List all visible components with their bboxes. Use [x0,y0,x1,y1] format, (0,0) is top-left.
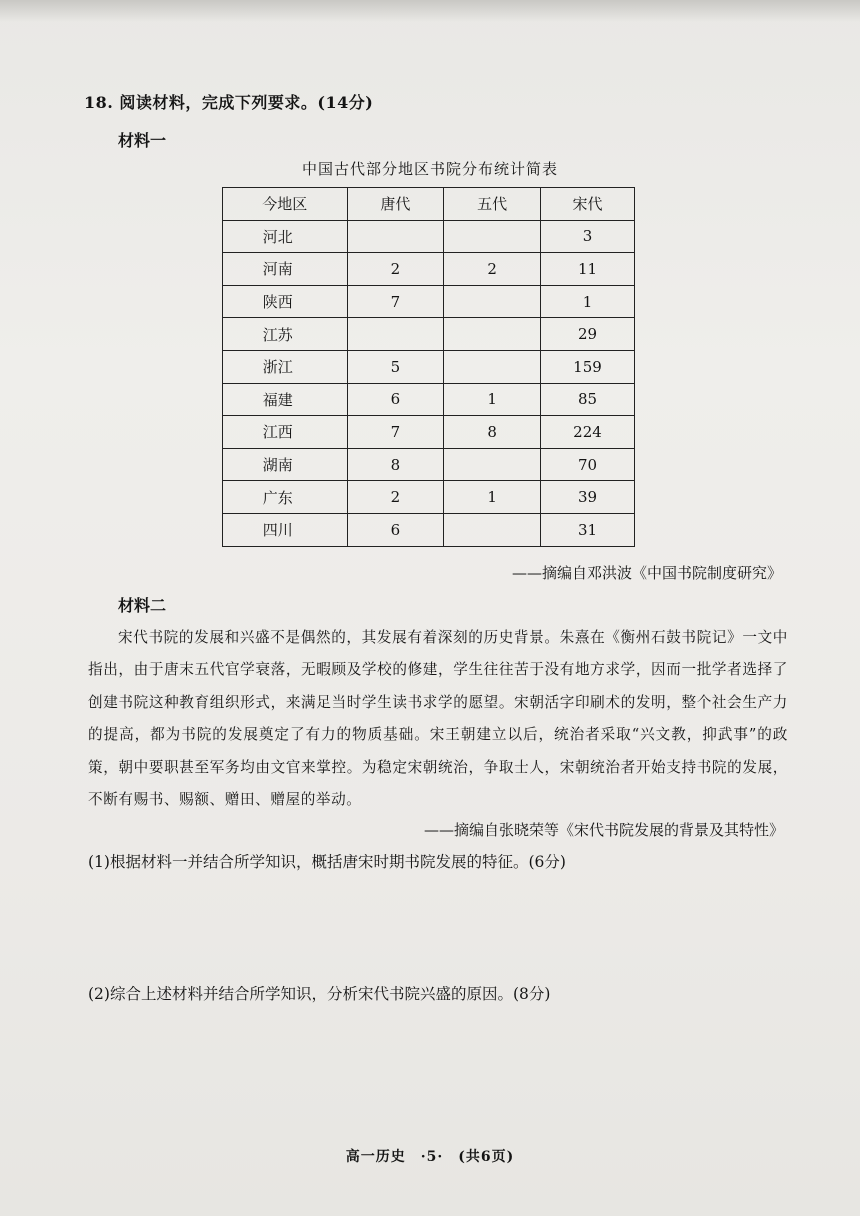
material1-label: 材料一 [118,131,167,150]
material1-source: ——摘编自邓洪波《中国书院制度研究》 [511,564,782,582]
wudai-cell [444,220,541,253]
page-edge-shadow [0,0,860,22]
wudai-cell [444,350,541,383]
table-row [223,253,635,286]
wudai-cell: 1 [444,481,541,514]
page-footer: 高一历史 ·5· (共6页) [345,1149,515,1165]
region-cell: 河南 [223,253,348,286]
table-row [223,481,635,514]
region-cell: 江苏 [223,318,348,351]
region-cell: 浙江 [223,350,348,383]
header-song: 宋代 [540,188,634,221]
wudai-cell [444,318,541,351]
wudai-cell [444,285,541,318]
region-cell: 广东 [223,481,348,514]
table-row [223,448,635,481]
table-row [223,383,635,416]
tang-cell: 2 [347,481,444,514]
wudai-cell: 1 [444,383,541,416]
tang-cell: 5 [347,350,444,383]
table-row [223,220,635,253]
region-cell: 湖南 [223,448,348,481]
song-cell: 29 [540,318,634,351]
wudai-cell [444,448,541,481]
tang-cell: 6 [347,513,444,546]
tang-cell [347,318,444,351]
wudai-cell [444,513,541,546]
header-wudai: 五代 [444,188,541,221]
tang-cell: 7 [347,285,444,318]
material2-paragraph: 宋代书院的发展和兴盛不是偶然的，其发展有着深刻的历史背景。朱熹在《衡州石鼓书院记》一文中指出，由于唐末五代官学衰落，无暇顾及学校的修建，学生往往苦于没有地方求学，因而一批学者选择了创建书院这种教育组织形式，来满足当时学生读书求学的愿望。宋朝活字印刷术的发明，整个社会生产力的提高，都为书院的发展奠定了有力的物质基础。宋王朝建立以后，统治者采取“兴文教，抑武事”的政策，朝中要职甚至军务均由文官来掌控。为稳定宋朝统治，争取士人，宋朝统治者开始支持书院的发展，不断有赐书、赐额、赠田、赠屋的举动。 [88,629,788,809]
wudai-cell: 8 [444,416,541,449]
subquestion-2: (2)综合上述材料并结合所学知识，分析宋代书院兴盛的原因。(8分) [88,985,551,1003]
header-tang: 唐代 [347,188,444,221]
question-title: 18. 阅读材料，完成下列要求。(14分) [84,93,374,112]
region-cell: 河北 [223,220,348,253]
song-cell: 1 [540,285,634,318]
tang-cell: 8 [347,448,444,481]
region-cell: 江西 [223,416,348,449]
tang-cell [347,220,444,253]
song-cell: 3 [540,220,634,253]
academy-distribution-table [222,187,635,547]
table-row [223,285,635,318]
table-title: 中国古代部分地区书院分布统计简表 [301,160,558,178]
song-cell: 31 [540,513,634,546]
wudai-cell: 2 [444,253,541,286]
table-header-row [223,188,635,221]
table-row [223,350,635,383]
song-cell: 224 [540,416,634,449]
material2-source: ——摘编自张晓荣等《宋代书院发展的背景及其特性》 [423,821,784,839]
table-row [223,513,635,546]
song-cell: 11 [540,253,634,286]
tang-cell: 2 [347,253,444,286]
header-region: 今地区 [223,188,348,221]
table-row [223,318,635,351]
region-cell: 福建 [223,383,348,416]
song-cell: 39 [540,481,634,514]
region-cell: 四川 [223,513,348,546]
region-cell: 陕西 [223,285,348,318]
song-cell: 70 [540,448,634,481]
table-row [223,416,635,449]
song-cell: 85 [540,383,634,416]
subquestion-1: (1)根据材料一并结合所学知识，概括唐宋时期书院发展的特征。(6分) [88,853,566,871]
material2-label: 材料二 [118,596,167,615]
song-cell: 159 [540,350,634,383]
tang-cell: 6 [347,383,444,416]
tang-cell: 7 [347,416,444,449]
